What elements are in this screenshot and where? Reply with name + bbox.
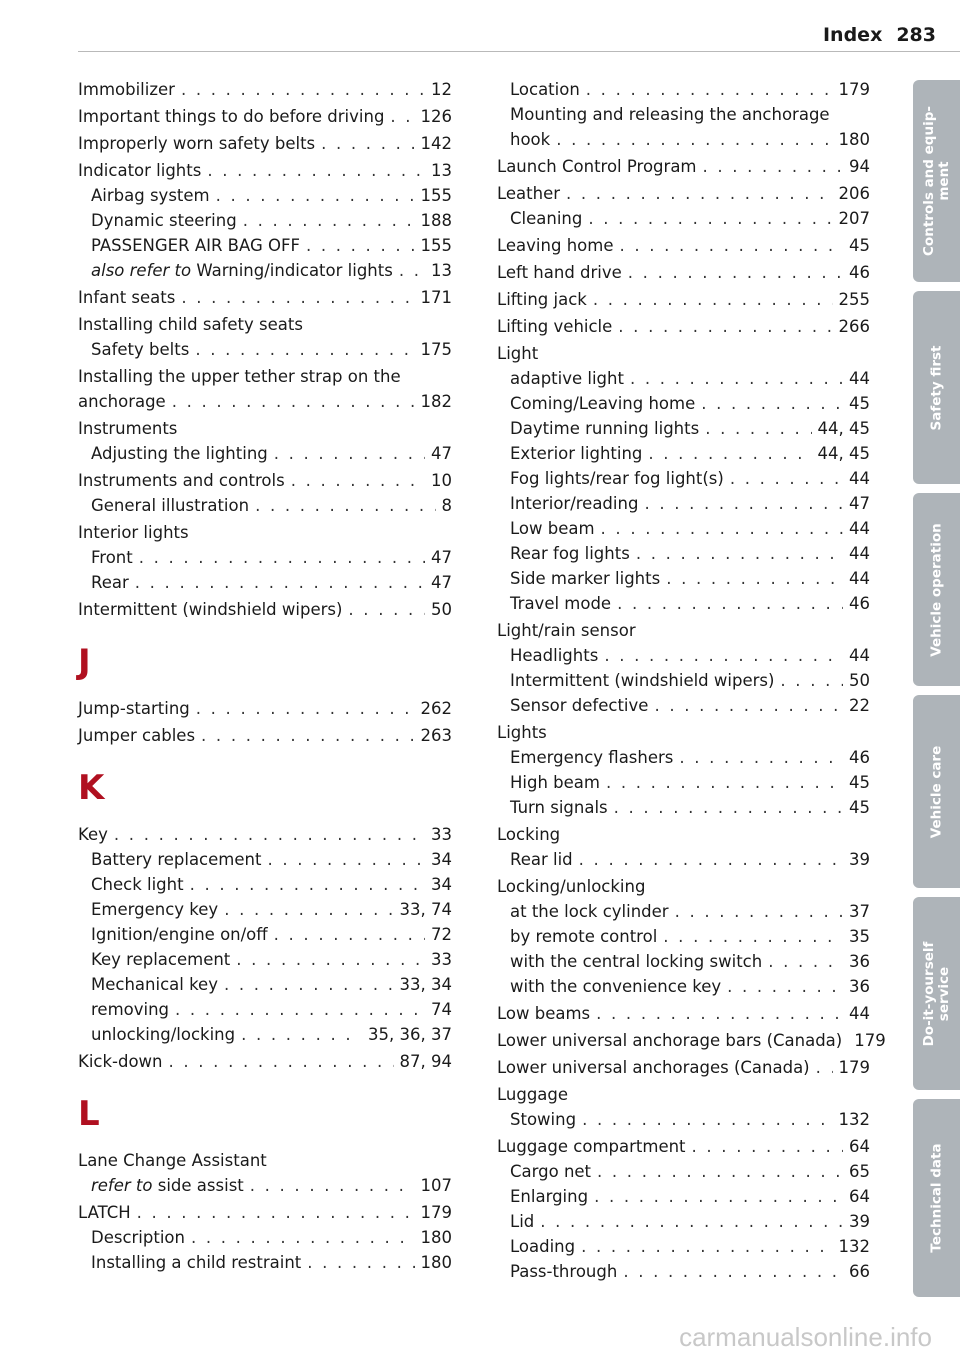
- index-entry: Indicator lights . . . 13: [78, 158, 452, 183]
- index-subentry: Dynamic steering . . . 188: [78, 208, 452, 233]
- index-entry: Intermittent (windshield wipers) . . . 50: [78, 597, 452, 622]
- index-entry: Lifting jack . . . 255: [497, 287, 870, 312]
- index-entry: Improperly worn safety belts . . . 142: [78, 131, 452, 156]
- index-subentry: Rear . . . 47: [78, 570, 452, 595]
- index-subentry: General illustration . . . 8: [78, 493, 452, 518]
- watermark: carmanualsonline.info: [679, 1322, 932, 1352]
- index-entry: Interior lights: [78, 523, 189, 542]
- index-column-left: [78, 77, 452, 1275]
- index-subentry: Interior/reading . . . 47: [497, 491, 870, 516]
- index-subentry: by remote control . . . 35: [497, 924, 870, 949]
- index-entry: Instruments and controls . . . 10: [78, 468, 452, 493]
- index-entry: Left hand drive . . . 46: [497, 260, 870, 285]
- index-subentry: Sensor defective . . . 22: [497, 693, 870, 718]
- tab-vehicle-operation[interactable]: Vehicle operation: [913, 493, 960, 686]
- tab-vehicle-care[interactable]: Vehicle care: [913, 695, 960, 888]
- index-subentry: Key replacement . . . 33: [78, 947, 452, 972]
- index-subentry: Pass-through . . . 66: [497, 1259, 870, 1284]
- index-subentry: adaptive light . . . 44: [497, 366, 870, 391]
- index-subentry: Turn signals . . . 45: [497, 795, 870, 820]
- header-rule: [78, 51, 960, 52]
- index-subentry: Mechanical key . . . 33, 34: [78, 972, 452, 997]
- index-subentry: PASSENGER AIR BAG OFF . . . 155: [78, 233, 452, 258]
- index-entry: Important things to do before driving . . . 126: [78, 104, 452, 129]
- index-subentry: Travel mode . . . 46: [497, 591, 870, 616]
- index-entry: Leather . . . 206: [497, 181, 870, 206]
- index-entry: Installing the upper tether strap on the: [78, 367, 401, 386]
- page-title: Index: [822, 24, 883, 46]
- index-subentry: Battery replacement . . . 34: [78, 847, 452, 872]
- index-subentry: Daytime running lights . . . 44, 45: [497, 416, 870, 441]
- index-subentry: Airbag system . . . 155: [78, 183, 452, 208]
- index-subentry: Ignition/engine on/off . . . 72: [78, 922, 452, 947]
- index-subentry: Location . . . 179: [497, 77, 870, 102]
- index-entry: Immobilizer . . . 12: [78, 77, 452, 102]
- index-subentry: Adjusting the lighting . . . 47: [78, 441, 452, 466]
- index-entry: Light/rain sensor: [497, 621, 636, 640]
- page-number: 283: [896, 24, 936, 46]
- index-entry: Lower universal anchorage bars (Canada) 179: [497, 1031, 886, 1050]
- index-entry: Launch Control Program . . . 94: [497, 154, 870, 179]
- index-subentry: Description . . . 180: [78, 1225, 452, 1250]
- index-subentry: also refer to Warning/indicator lights . . . 13: [78, 258, 452, 283]
- index-subentry: Side marker lights . . . 44: [497, 566, 870, 591]
- index-subentry: Installing a child restraint . . . 180: [78, 1250, 452, 1275]
- tab-controls-and-equipment[interactable]: Controls and equip- ment: [913, 80, 960, 282]
- index-subentry: at the lock cylinder . . . 37: [497, 899, 870, 924]
- index-entry: Lower universal anchorages (Canada) . . . 179: [497, 1055, 870, 1080]
- index-entry: Key . . . 33: [78, 822, 452, 847]
- index-entry: Luggage compartment . . . 64: [497, 1134, 870, 1159]
- index-entry: LATCH . . . 179: [78, 1200, 452, 1225]
- index-subentry: Mounting and releasing the anchorage: [510, 105, 830, 124]
- index-subentry: Emergency flashers . . . 46: [497, 745, 870, 770]
- index-subentry: Low beam . . . 44: [497, 516, 870, 541]
- index-subentry: Emergency key . . . 33, 74: [78, 897, 452, 922]
- page-header: [823, 24, 936, 46]
- index-subentry: High beam . . . 45: [497, 770, 870, 795]
- tab-do-it-yourself-service[interactable]: Do-it-yourself service: [913, 897, 960, 1090]
- index-subentry: Loading . . . 132: [497, 1234, 870, 1259]
- index-subentry: Rear fog lights . . . 44: [497, 541, 870, 566]
- index-column-right: [497, 77, 886, 1284]
- index-entry: Kick-down . . . 87, 94: [78, 1049, 452, 1074]
- index-entry: Lights: [497, 723, 547, 742]
- index-subentry: removing . . . 74: [78, 997, 452, 1022]
- index-entry: Light: [497, 344, 539, 363]
- index-entry: Installing child safety seats: [78, 315, 303, 334]
- index-subentry: Lid . . . 39: [497, 1209, 870, 1234]
- index-entry: Leaving home . . . 45: [497, 233, 870, 258]
- index-entry: Jump-starting . . . 262: [78, 696, 452, 721]
- index-entry: Instruments: [78, 419, 178, 438]
- index-subentry: Check light . . . 34: [78, 872, 452, 897]
- tab-safety-first[interactable]: Safety first: [913, 291, 960, 484]
- index-subentry: with the central locking switch . . . 36: [497, 949, 870, 974]
- index-subentry: Fog lights/rear fog light(s) . . . 44: [497, 466, 870, 491]
- index-subentry: Cargo net . . . 65: [497, 1159, 870, 1184]
- index-entry: Low beams . . . 44: [497, 1001, 870, 1026]
- index-subentry: Headlights . . . 44: [497, 643, 870, 668]
- index-subentry: Front . . . 47: [78, 545, 452, 570]
- index-subentry: Enlarging . . . 64: [497, 1184, 870, 1209]
- index-subentry: Stowing . . . 132: [497, 1107, 870, 1132]
- index-subentry: Rear lid . . . 39: [497, 847, 870, 872]
- index-entry: Jumper cables . . . 263: [78, 723, 452, 748]
- index-entry: Luggage: [497, 1085, 569, 1104]
- index-subentry: refer to side assist . . . 107: [78, 1173, 452, 1198]
- index-subentry: unlocking/locking . . . 35, 36, 37: [78, 1022, 452, 1047]
- section-letter-j: J: [78, 642, 91, 682]
- index-subentry: with the convenience key . . . 36: [497, 974, 870, 999]
- index-subentry: Intermittent (windshield wipers) . . . 50: [497, 668, 870, 693]
- index-entry: Locking: [497, 825, 561, 844]
- index-entry: Lane Change Assistant: [78, 1151, 267, 1170]
- index-entry: anchorage . . . 182: [78, 389, 452, 414]
- index-subentry: Exterior lighting . . . 44, 45: [497, 441, 870, 466]
- index-entry: Lifting vehicle . . . 266: [497, 314, 870, 339]
- section-letter-k: K: [78, 768, 105, 808]
- index-entry: Locking/unlocking: [497, 877, 646, 896]
- index-subentry: Safety belts . . . 175: [78, 337, 452, 362]
- index-subentry: hook . . . 180: [497, 127, 870, 152]
- index-subentry: Coming/Leaving home . . . 45: [497, 391, 870, 416]
- section-letter-l: L: [78, 1094, 100, 1134]
- tab-technical-data[interactable]: Technical data: [913, 1099, 960, 1297]
- index-entry: Infant seats . . . 171: [78, 285, 452, 310]
- index-subentry: Cleaning . . . 207: [497, 206, 870, 231]
